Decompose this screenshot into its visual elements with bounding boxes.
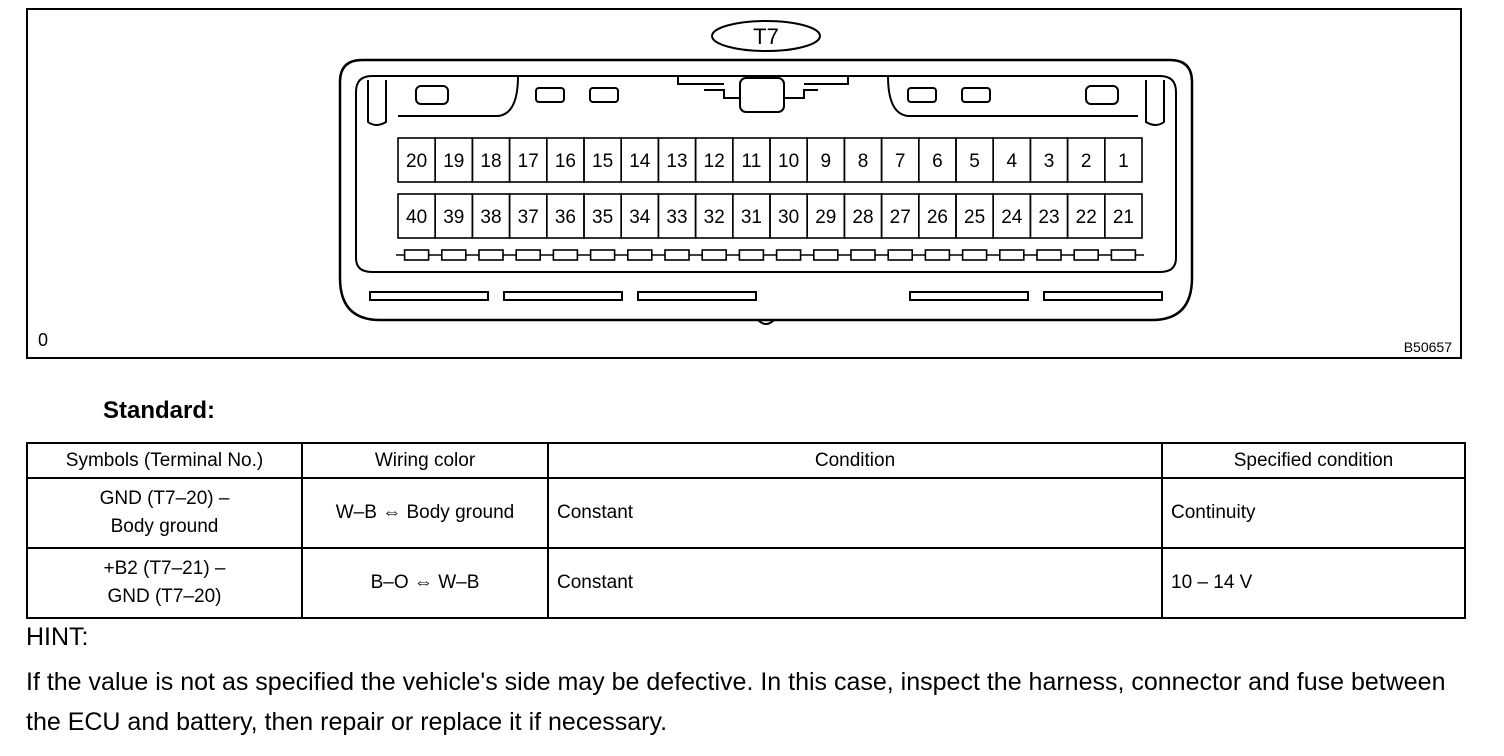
locking-tab	[405, 250, 429, 260]
locking-tab	[442, 250, 466, 260]
pin-number: 19	[443, 151, 465, 172]
pin-number: 4	[1006, 151, 1018, 172]
locking-tab	[888, 250, 912, 260]
pin-number: 21	[1112, 207, 1134, 228]
pin-number: 39	[443, 207, 465, 228]
connector-face-outline	[356, 76, 1176, 272]
locking-tab	[1037, 250, 1061, 260]
column-header-specified: Specified condition	[1162, 443, 1465, 478]
pin-number: 20	[406, 151, 428, 172]
pin-number: 35	[592, 207, 614, 228]
pin-number: 31	[740, 207, 762, 228]
pin-number: 36	[554, 207, 576, 228]
connector-label: T7	[753, 24, 779, 49]
pin-number: 24	[1001, 207, 1023, 228]
connector-figure	[26, 8, 1462, 359]
connector-housing-outline	[340, 60, 1192, 320]
pin-number: 7	[894, 151, 906, 172]
pin-number: 26	[926, 207, 948, 228]
pin-number: 12	[703, 151, 725, 172]
pin-number: 30	[778, 207, 800, 228]
locking-tab	[702, 250, 726, 260]
pin-number: 22	[1075, 207, 1097, 228]
locking-tab	[814, 250, 838, 260]
pin-number: 9	[820, 151, 832, 172]
wiring-color-cell: B–O ⇔ W–B	[302, 548, 548, 618]
condition-cell: Constant	[548, 548, 1162, 618]
connector-diagram	[28, 10, 1460, 357]
wiring-color-cell: W–B ⇔ Body ground	[302, 478, 548, 548]
pin-number: 32	[703, 207, 725, 228]
locking-tab	[1111, 250, 1135, 260]
pin-number: 15	[592, 151, 614, 172]
pin-number: 10	[778, 151, 800, 172]
symbol-line: +B2 (T7–21) –	[103, 558, 226, 579]
pin-number: 16	[554, 151, 576, 172]
locking-tab	[479, 250, 503, 260]
locking-tab	[628, 250, 652, 260]
pin-number: 25	[964, 207, 986, 228]
pin-number: 23	[1038, 207, 1060, 228]
pin-grid	[398, 138, 1142, 238]
locking-tab	[1000, 250, 1024, 260]
specified-condition-cell: Continuity	[1162, 478, 1465, 548]
symbol-line: GND (T7–20) –	[99, 488, 230, 509]
pin-number: 17	[517, 151, 539, 172]
corner-code: 0	[38, 330, 49, 350]
symbol-cell	[27, 478, 302, 548]
pin-number: 5	[969, 151, 980, 172]
connector-tab-row	[396, 250, 1144, 260]
pin-number: 18	[480, 151, 502, 172]
table-row	[27, 478, 1465, 548]
locking-tab	[665, 250, 689, 260]
table-row	[27, 548, 1465, 618]
condition-cell: Constant	[548, 478, 1162, 548]
table-header-row	[27, 443, 1465, 478]
locking-tab	[739, 250, 763, 260]
locking-tab	[851, 250, 875, 260]
pin-number: 34	[629, 207, 651, 228]
symbol-cell	[27, 548, 302, 618]
pin-number: 8	[857, 151, 869, 172]
pin-number: 38	[480, 207, 502, 228]
symbol-line: GND (T7–20)	[107, 586, 222, 607]
pin-number: 40	[406, 207, 428, 228]
locking-tab	[1074, 250, 1098, 260]
column-header-condition: Condition	[548, 443, 1162, 478]
locking-tab	[963, 250, 987, 260]
pin-number: 1	[1118, 151, 1129, 172]
pin-number: 3	[1043, 151, 1055, 172]
locking-tab	[591, 250, 615, 260]
pin-number: 6	[932, 151, 943, 172]
pin-number: 2	[1080, 151, 1092, 172]
connector-latch-features	[368, 76, 1164, 125]
locking-tab	[516, 250, 540, 260]
specification-table	[26, 442, 1466, 619]
locking-tab	[925, 250, 949, 260]
pin-number: 28	[852, 207, 874, 228]
figure-id: B50657	[1403, 339, 1452, 355]
column-header-symbols: Symbols (Terminal No.)	[27, 443, 302, 478]
pin-number: 27	[889, 207, 911, 228]
pin-number: 11	[741, 151, 762, 172]
pin-number: 33	[666, 207, 688, 228]
pin-number: 37	[517, 207, 539, 228]
specified-condition-cell: 10 – 14 V	[1162, 548, 1465, 618]
standard-heading: Standard:	[103, 397, 216, 424]
hint-text: If the value is not as specified the vehicle's side may be defective. In this case, inspect the harness, connector and fuse between the ECU and battery, then repair or replace it if necessary.	[26, 668, 1446, 736]
hint-label: HINT:	[26, 623, 89, 651]
pin-number: 13	[666, 151, 688, 172]
locking-tab	[777, 250, 801, 260]
column-header-wiring: Wiring color	[302, 443, 548, 478]
pin-number: 14	[629, 151, 651, 172]
symbol-line: Body ground	[110, 516, 219, 537]
pin-number: 29	[815, 207, 837, 228]
locking-tab	[553, 250, 577, 260]
